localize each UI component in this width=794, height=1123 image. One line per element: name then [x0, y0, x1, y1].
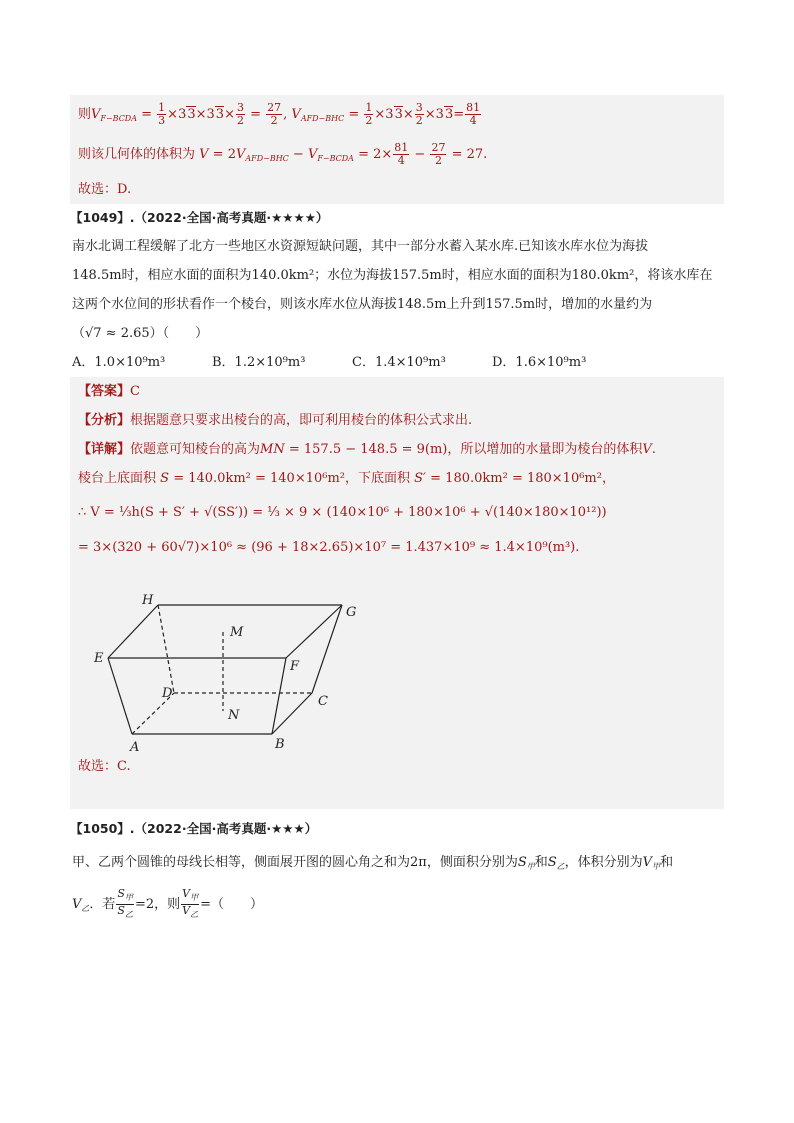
stem-line-4: （√7 ≈ 2.65）（ ）	[72, 326, 209, 341]
edge-HD	[158, 605, 174, 693]
label-N: N	[228, 708, 240, 723]
stem-1050-text-1: 甲、乙两个圆锥的母线长相等，侧面展开图的圆心角之和为2π，侧面积分别为	[72, 855, 518, 870]
answer-value: C	[130, 384, 140, 399]
detail-text-1: 依题意可知棱台的高为	[130, 442, 261, 457]
final-choice: 故选：C.	[78, 759, 131, 774]
area-s2: = 180.0km² = 180×10⁶m²，	[430, 471, 615, 486]
label-F: F	[290, 659, 300, 674]
frustum-diagram	[80, 568, 380, 758]
stem-tail-1: ，体积分别为	[564, 855, 643, 870]
answer-line	[70, 377, 724, 406]
volume-result: = 27	[451, 147, 484, 162]
label-D: D	[162, 686, 173, 701]
area-line: 棱台上底面积 S = 140.0km² = 140×10⁶m²，下底面积 S′ = 180.0km² = 180×10⁶m²，	[78, 471, 615, 486]
analysis-line	[70, 406, 724, 435]
stem-1050-eq: =2，则	[134, 897, 181, 912]
calc-line: = 3×(320 + 60√7)×10⁶ ≈ (96 + 18×2.65)×10⁷ = 1.437×10⁹ ≈ 1.4×10⁹(m³).	[78, 540, 580, 555]
stem-line-1: 南水北调工程缓解了北方一些地区水资源短缺问题，其中一部分水蓄入某水库.已知该水库水位为海拔	[72, 239, 649, 254]
edge-GC	[312, 605, 342, 693]
top-solution-choice: 故选：D.	[78, 182, 132, 197]
detail-text-3: (m)，所以增加的水量即为棱台的体积	[424, 442, 643, 457]
area-text: 棱台上底面积	[78, 471, 157, 486]
detail-label: 【详解】	[78, 442, 131, 457]
band-padding	[70, 781, 724, 809]
frustum-figure	[70, 562, 724, 755]
stem-1050-prefix: ．若	[89, 897, 116, 912]
question-1049-stem	[70, 232, 724, 377]
question-1050-stem	[70, 843, 724, 927]
answer-label: 【答案】	[78, 384, 131, 399]
stem-and: 和	[534, 855, 548, 870]
label-A: A	[130, 740, 140, 755]
label-G: G	[346, 605, 357, 620]
stem-tail-2: 和	[660, 855, 674, 870]
edge-EH	[108, 605, 158, 658]
choice-d[interactable]: D．1.6×10⁹m³	[492, 355, 587, 370]
area-s: = 140.0km² = 140×10⁶m²，下底面积	[173, 471, 411, 486]
label-B: B	[275, 737, 285, 752]
choice-c[interactable]: C．1.4×10⁹m³	[352, 355, 446, 370]
label-H: H	[142, 593, 154, 608]
top-solution-line1: 则$V_{F-BCDA}$ = $\frac{1}{3}$ ×33×33× $\frac{3}{2}$ = $\frac{27}{2}$ , $V_{AFD-BHC}$ = $\frac{1}{2}$ ×33× $\frac{3}{2}$ ×33= $\frac{81}{4}$	[78, 101, 481, 127]
v1-subscript: F−BCDA	[100, 114, 137, 123]
sub-jia-1: 甲	[526, 862, 535, 871]
choice-b[interactable]: B．1.2×10⁹m³	[212, 355, 306, 370]
val2-den: 4	[469, 114, 477, 127]
top-solution-line2: 则该几何体的体积为 $V = 2V_{AFD-BHC} - V_{F-BCDA} = 2\times$ $\frac{81}{4}$ − $\frac{27}{2}$ = 27.	[78, 141, 488, 167]
stem-1050-line-1: 甲、乙两个圆锥的母线长相等，侧面展开图的圆心角之和为2π，侧面积分别为$S_甲$和$S_乙$，体积分别为$V_甲$和	[72, 855, 674, 871]
top-solution-block	[70, 95, 724, 204]
stem-line-3: 这两个水位间的形状看作一个棱台，则该水库水位从海拔148.5m上升到157.5m时，增加的水量约为	[72, 297, 653, 312]
v2-subscript: AFD−BHC	[300, 114, 345, 123]
val1-den: 2	[270, 114, 278, 127]
question-1050-header: 【1050】.（2022·全国·高考真题·★★★）	[70, 821, 318, 836]
edge-FG	[286, 605, 342, 658]
choice-a[interactable]: A．1.0×10⁹m³	[72, 355, 166, 370]
stem-1050-end: =（ ）	[200, 897, 263, 912]
formula-line: ∴ V = ⅓h(S + S′ + √(SS′)) = ⅓ × 9 × (140×10⁶ + 180×10⁶ + √(140×180×10¹²))	[78, 505, 607, 520]
analysis-text: 根据题意只要求出棱台的高，即可利用棱台的体积公式求出.	[130, 413, 473, 428]
detail-text-2: = 157.5 − 148.5 = 9	[288, 442, 425, 457]
val2-num: 81	[466, 101, 481, 114]
label-C: C	[318, 694, 328, 709]
label-E: E	[94, 651, 104, 666]
question-1049-solution	[70, 377, 724, 809]
document-page	[70, 95, 724, 927]
sub-yi-1: 乙	[556, 862, 565, 871]
question-1049-header: 【1049】.（2022·全国·高考真题·★★★★）	[70, 210, 329, 225]
detail-line: 【详解】依题意可知棱台的高为MN = 157.5 − 148.5 = 9(m)，所以增加的水量即为棱台的体积V.	[78, 442, 656, 457]
text-prefix: 则	[78, 107, 92, 122]
analysis-label: 【分析】	[78, 413, 131, 428]
volume-text: 则该几何体的体积为	[78, 147, 196, 162]
label-M: M	[230, 625, 244, 640]
stem-1050-line-2: $V_乙$．若 $\frac{S_甲}{S_乙}$ =2，则 $\frac{V_甲}{V_乙}$ =（ ）	[72, 887, 263, 919]
edge-EA	[108, 658, 132, 734]
val1-num: 27	[267, 101, 282, 114]
stem-line-2: 148.5m时，相应水面的面积为140.0km²；水位为海拔157.5m时，相应水面的面积为180.0km²，将该水库在	[72, 268, 713, 283]
choice-list	[72, 348, 724, 377]
